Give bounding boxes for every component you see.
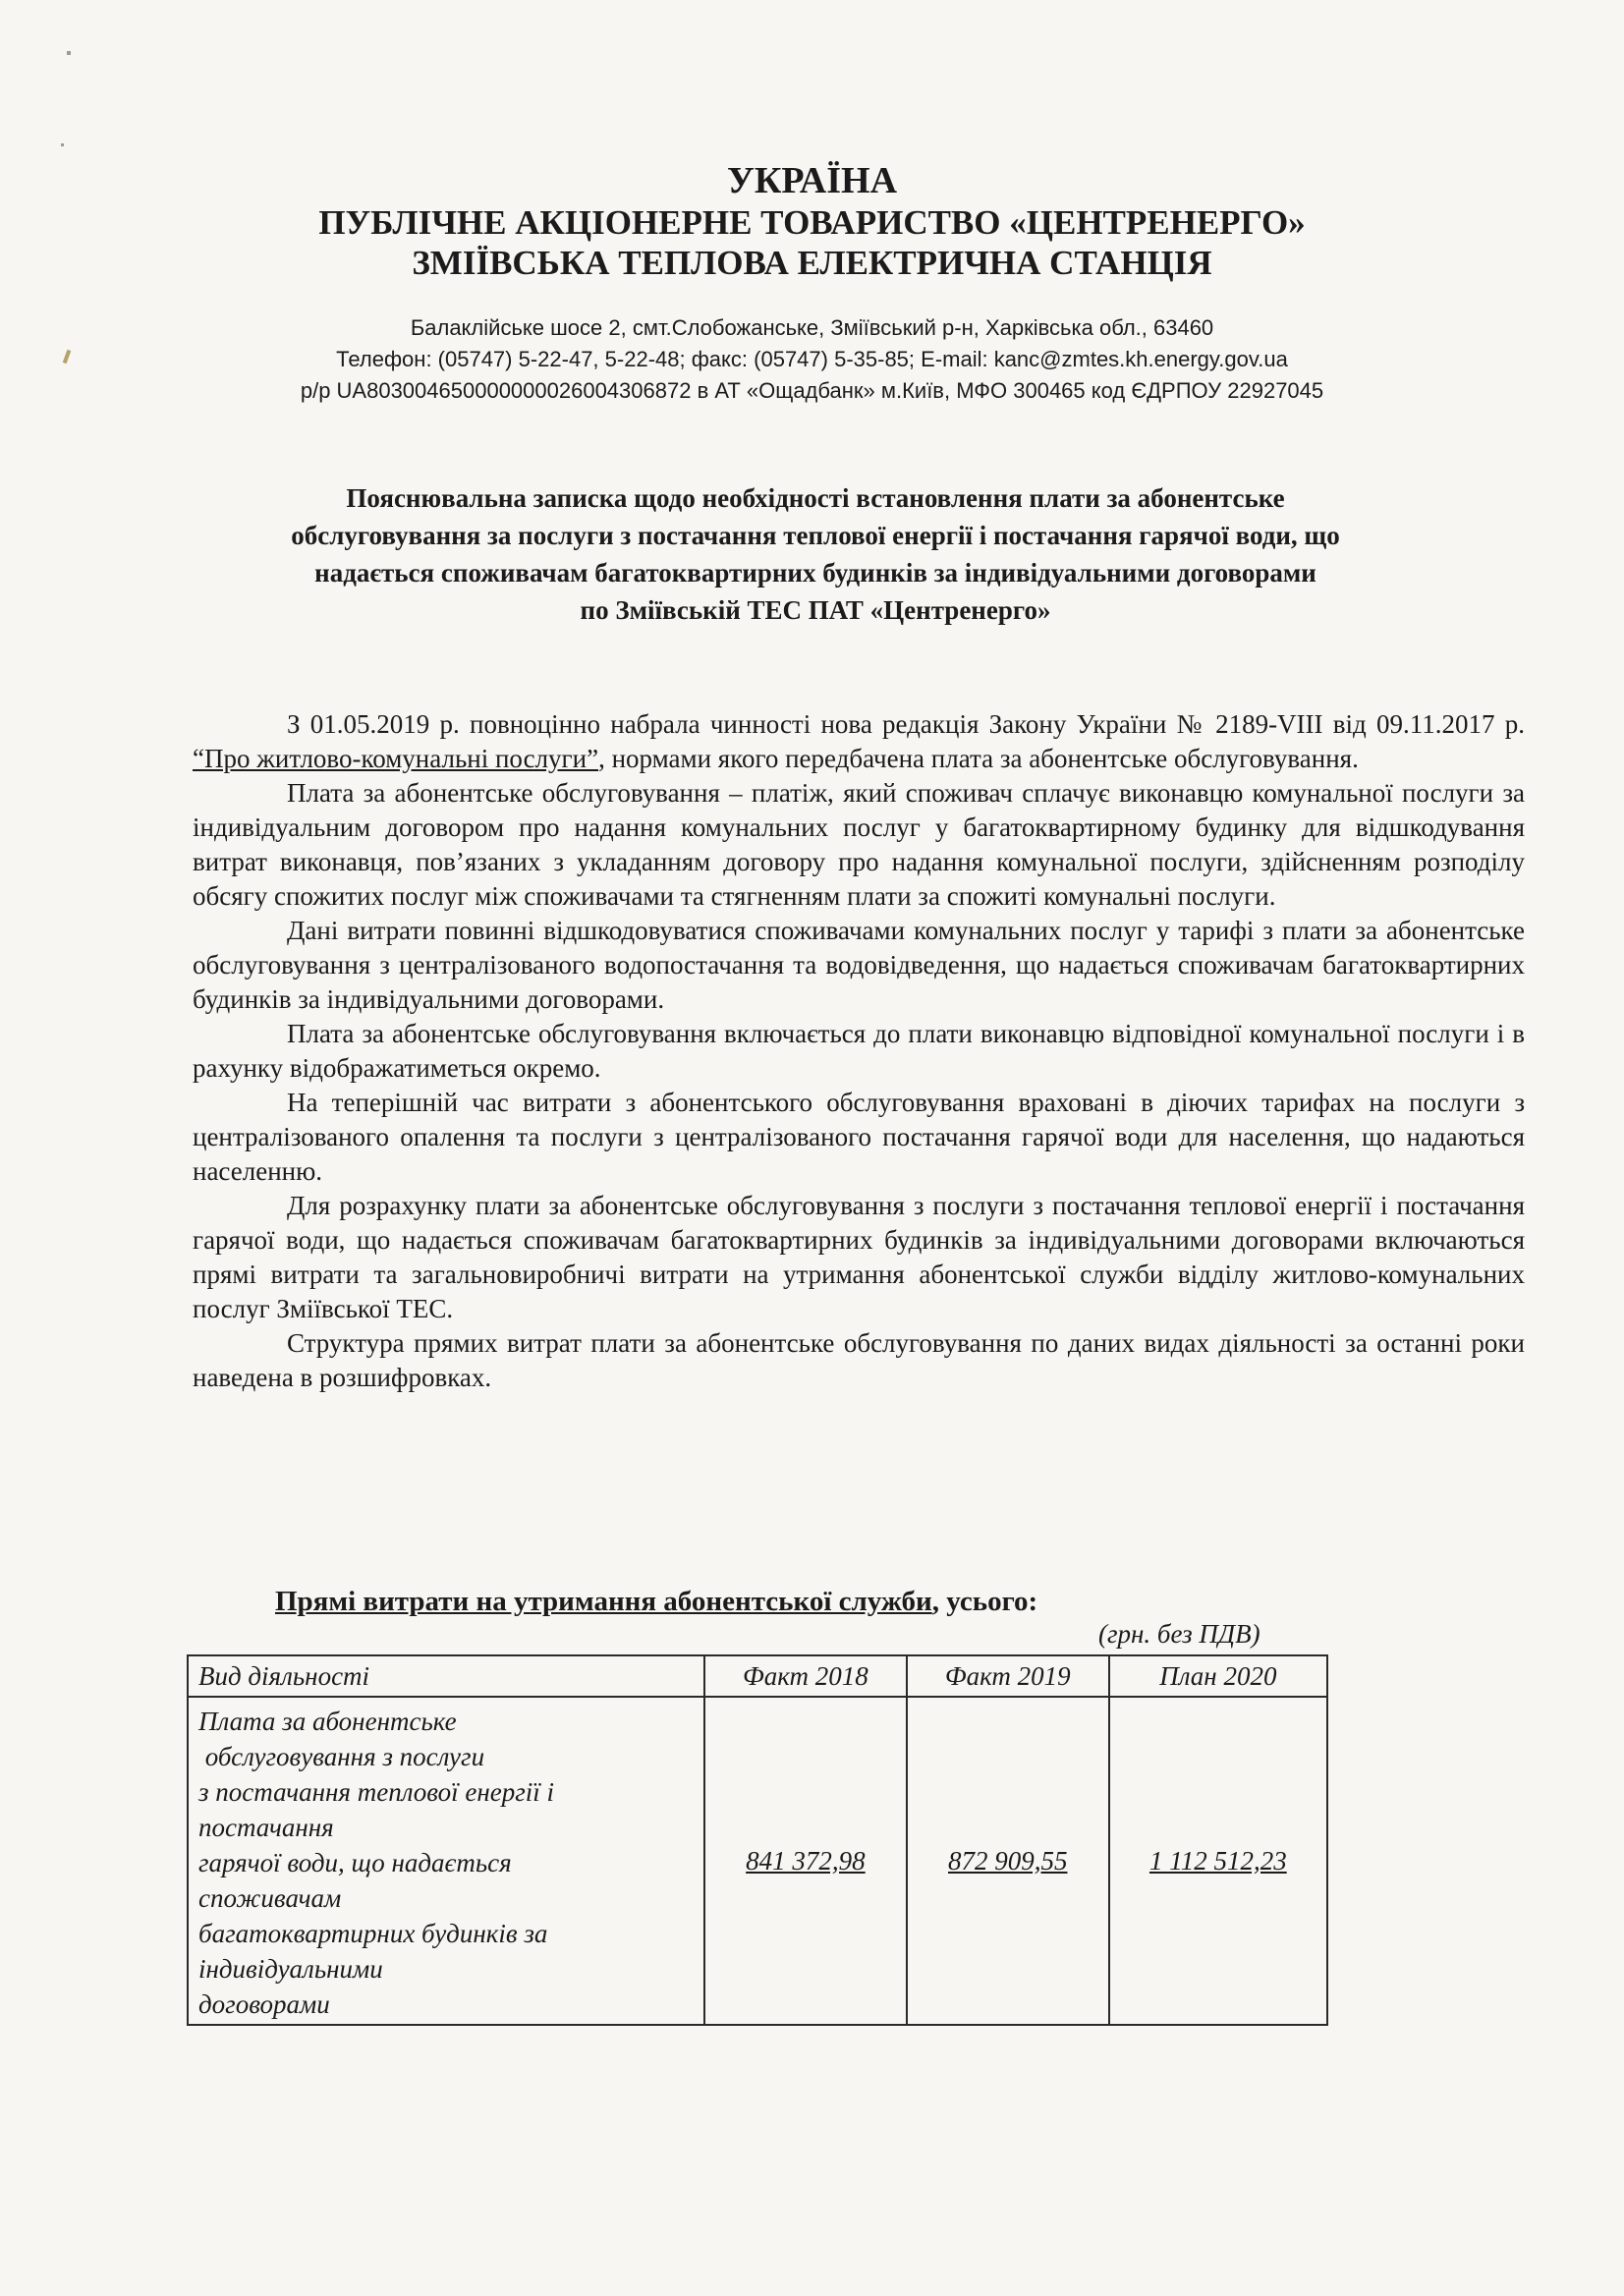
section-title-rest: , усього: <box>931 1586 1038 1617</box>
value-cell: 841 372,98 <box>704 1697 907 2025</box>
description-line: індивідуальними <box>198 1954 383 1984</box>
table-row <box>188 1697 1327 2025</box>
letterhead <box>0 159 1624 283</box>
paragraph: Плата за абонентське обслуговування – платіж, який споживач сплачує виконавцю комунальної послуги за індивідуальним договором про надання комунальних послуг у багатоквартирному будинку для відшкодування витрат виконавця, пов’язаних з укладанням договору про надання комунальної послуги, здійсненням розподілу обсягу спожитих послуг між споживачами та стягненням плати за спожиті комунальні послуги. <box>193 778 1525 911</box>
description-line: договорами <box>198 1989 330 2019</box>
paragraph: На теперішній час витрати з абонентського обслуговування враховані в діючих тарифах на послуги з централізованого опалення та послуги з централізованого постачання гарячої води для населення, що надаються населенню. <box>193 1088 1525 1186</box>
activity-description <box>188 1697 704 2025</box>
column-header: План 2020 <box>1109 1655 1327 1697</box>
letterhead-country: УКРАЇНА <box>726 160 898 201</box>
memo-body <box>193 707 1525 1395</box>
paragraph: Структура прямих витрат плати за абонентське обслуговування по даних видах діяльності за останні роки наведена в розшифровках. <box>193 1328 1525 1392</box>
letterhead-contacts <box>0 312 1624 407</box>
phone-line: Телефон: (05747) 5-22-47, 5-22-48; факс: (05747) 5-35-85; E-mail: kanc@zmtes.kh.energy.gov.ua <box>336 347 1288 371</box>
section-title <box>275 1584 1037 1619</box>
paragraph: Плата за абонентське обслуговування включається до плати виконавцю відповідної комунальної послуги і в рахунку відображатиметься окремо. <box>193 1019 1525 1083</box>
description-line: обслуговування з послуги <box>198 1742 485 1771</box>
memo-title-line: надається споживачам багатоквартирних будинків за індивідуальними договорами <box>314 558 1316 588</box>
column-header: Факт 2018 <box>704 1655 907 1697</box>
column-header: Факт 2019 <box>907 1655 1109 1697</box>
column-header: Вид діяльності <box>188 1655 704 1697</box>
paragraph-text: З 01.05.2019 р. повноцінно набрала чинності нова редакція Закону України № 2189-VIII від 09.11.2017 р. <box>287 709 1525 739</box>
description-line: гарячої води, що надається <box>198 1848 512 1877</box>
paragraph: Дані витрати повинні відшкодовуватися споживачами комунальних послуг у тарифі з плати за абонентське обслуговування з централізованого водопостачання та водовідведення, що надається споживачам багатоквартирних будинків за індивідуальними договорами. <box>193 916 1525 1014</box>
unit-note: (грн. без ПДВ) <box>1098 1619 1260 1649</box>
paragraph <box>193 707 1525 776</box>
bank-line: р/р UA803004650000000026004306872 в АТ «Ощадбанк» м.Київ, МФО 300465 код ЄДРПОУ 22927045 <box>300 378 1324 403</box>
memo-title-line: обслуговування за послуги з постачання теплової енергії і постачання гарячої води, що <box>291 521 1340 550</box>
description-line: споживачам <box>198 1883 342 1913</box>
description-line: постачання <box>198 1813 334 1842</box>
paragraph: Для розрахунку плати за абонентське обслуговування з послуги з постачання теплової енергії і постачання гарячої води, що надається споживачам багатоквартирних будинків за індивідуальними договорами включаються прямі витрати та загальновиробничі витрати на утримання абонентської служби відділу житлово-комунальних послуг Зміївської ТЕС. <box>193 1191 1525 1323</box>
costs-table <box>187 1654 1328 2026</box>
law-title: “Про житлово-комунальні послуги” <box>193 744 599 773</box>
description-line: з постачання теплової енергії і <box>198 1777 555 1807</box>
scan-mark <box>61 143 64 146</box>
paragraph-text: , нормами якого передбачена плата за абонентське обслуговування. <box>598 744 1359 773</box>
memo-title-line: Пояснювальна записка щодо необхідності встановлення плати за абонентське <box>346 483 1285 513</box>
description-line: багатоквартирних будинків за <box>198 1919 548 1948</box>
table-header-row <box>188 1655 1327 1697</box>
description-line: Плата за абонентське <box>198 1707 457 1736</box>
value-cell: 1 112 512,23 <box>1109 1697 1327 2025</box>
letterhead-company: ПУБЛІЧНЕ АКЦІОНЕРНЕ ТОВАРИСТВО «ЦЕНТРЕНЕРГО» <box>318 203 1306 242</box>
scan-mark <box>67 51 71 55</box>
memo-title <box>177 479 1454 629</box>
memo-title-line: по Зміївській ТЕС ПАТ «Центренерго» <box>580 595 1051 625</box>
address-line: Балаклійське шосе 2, смт.Слобожанське, Зміївський р-н, Харківська обл., 63460 <box>410 315 1214 340</box>
value-cell: 872 909,55 <box>907 1697 1109 2025</box>
section-title-underlined: Прямі витрати на утримання абонентської служби <box>275 1586 932 1617</box>
letterhead-station: ЗМІЇВСЬКА ТЕПЛОВА ЕЛЕКТРИЧНА СТАНЦІЯ <box>412 244 1212 282</box>
